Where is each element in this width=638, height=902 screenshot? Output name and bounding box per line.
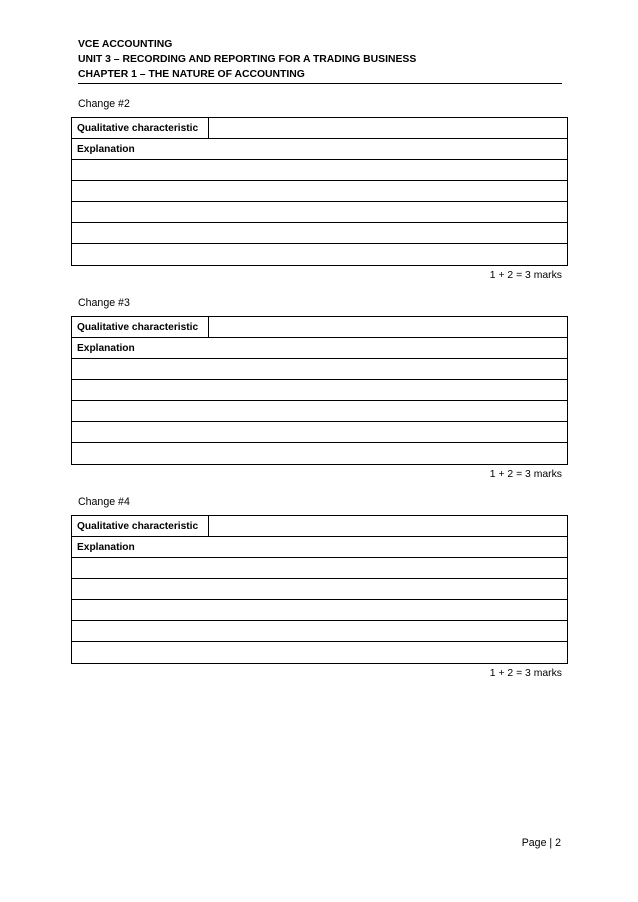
explanation-row xyxy=(72,537,567,558)
qualitative-characteristic-row xyxy=(72,317,567,338)
header-chapter: CHAPTER 1 – THE NATURE OF ACCOUNTING xyxy=(78,69,305,80)
qualitative-characteristic-answer[interactable] xyxy=(209,118,567,138)
qualitative-characteristic-label-cell xyxy=(72,118,209,138)
explanation-row xyxy=(72,139,567,160)
explanation-row xyxy=(72,338,567,359)
qualitative-characteristic-row xyxy=(72,516,567,537)
marks-label: 1 + 2 = 3 marks xyxy=(489,668,562,679)
qualitative-characteristic-answer[interactable] xyxy=(209,516,567,536)
qualitative-characteristic-label-cell xyxy=(72,317,209,337)
header-course: VCE ACCOUNTING xyxy=(78,39,173,50)
marks-label: 1 + 2 = 3 marks xyxy=(489,270,562,281)
answer-line[interactable] xyxy=(72,600,567,621)
answer-line[interactable] xyxy=(72,642,567,663)
change-section-3 xyxy=(71,296,568,482)
answer-table xyxy=(71,117,568,266)
header-unit: UNIT 3 – RECORDING AND REPORTING FOR A TRADING BUSINESS xyxy=(78,54,417,65)
answer-line[interactable] xyxy=(72,160,567,181)
answer-line[interactable] xyxy=(72,244,567,265)
change-section-4 xyxy=(71,495,568,681)
answer-line[interactable] xyxy=(72,443,567,464)
change-label: Change #2 xyxy=(78,98,130,110)
explanation-label: Explanation xyxy=(77,143,135,155)
explanation-label: Explanation xyxy=(77,342,135,354)
qualitative-characteristic-answer[interactable] xyxy=(209,317,567,337)
page-number: Page | 2 xyxy=(521,837,561,849)
answer-line[interactable] xyxy=(72,579,567,600)
qualitative-characteristic-label: Qualitative characteristic xyxy=(77,520,199,532)
answer-line[interactable] xyxy=(72,223,567,244)
answer-line[interactable] xyxy=(72,359,567,380)
explanation-label: Explanation xyxy=(77,541,135,553)
answer-table xyxy=(71,316,568,465)
change-label: Change #3 xyxy=(78,297,130,309)
answer-line[interactable] xyxy=(72,401,567,422)
qualitative-characteristic-row xyxy=(72,118,567,139)
change-label: Change #4 xyxy=(78,496,130,508)
answer-line[interactable] xyxy=(72,380,567,401)
qualitative-characteristic-label-cell xyxy=(72,516,209,536)
answer-line[interactable] xyxy=(72,181,567,202)
qualitative-characteristic-label: Qualitative characteristic xyxy=(77,122,199,134)
marks-label: 1 + 2 = 3 marks xyxy=(489,469,562,480)
answer-line[interactable] xyxy=(72,558,567,579)
answer-line[interactable] xyxy=(72,621,567,642)
qualitative-characteristic-label: Qualitative characteristic xyxy=(77,321,199,333)
change-section-2 xyxy=(71,97,568,283)
answer-table xyxy=(71,515,568,664)
document-header xyxy=(78,37,562,84)
answer-line[interactable] xyxy=(72,422,567,443)
answer-line[interactable] xyxy=(72,202,567,223)
